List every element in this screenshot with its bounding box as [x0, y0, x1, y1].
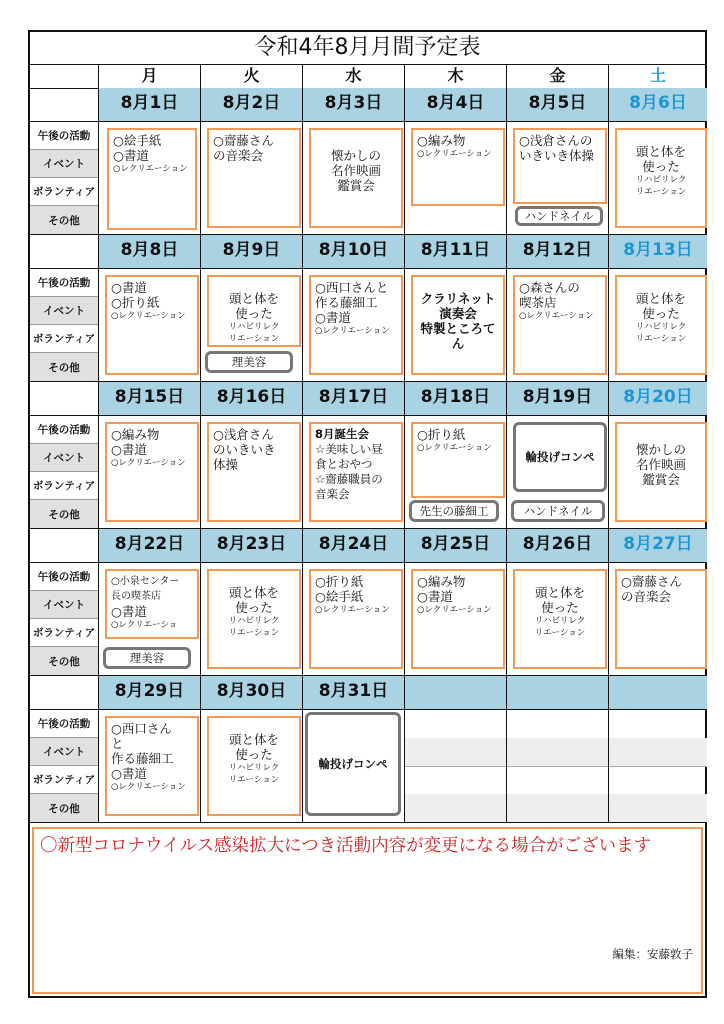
activity-line: ○折り紙 [417, 427, 466, 442]
row-label: その他 [30, 206, 98, 234]
date-row [30, 235, 705, 269]
rehab-note: リハビリレク [228, 616, 280, 626]
day-column [302, 563, 404, 675]
day-column [506, 416, 608, 528]
activity-line: 使った [235, 747, 273, 762]
week-body [30, 269, 705, 382]
row-label: ボランティア [30, 472, 98, 500]
day-column [200, 710, 302, 822]
row-label: ボランティア [30, 766, 98, 794]
activity-box [207, 275, 301, 347]
day-column [404, 122, 506, 234]
date-cell: 8月13日 [608, 235, 707, 268]
activity-line: ○編み物 [417, 133, 466, 148]
shaded-band [507, 794, 608, 822]
activity-line: ○浅倉さんの [519, 133, 593, 148]
date-cell [506, 676, 608, 709]
weekday-header [30, 64, 705, 89]
activity-box [615, 422, 707, 522]
activity-line: ○書道 [111, 766, 147, 781]
activity-line: ○齋藤さん [621, 574, 682, 589]
activity-line: 食とおやつ [315, 457, 373, 471]
date-cell: 8月27日 [608, 529, 707, 562]
row-label: 午後の活動 [30, 563, 98, 591]
activity-line: 頭と体を [228, 732, 279, 747]
date-cell: 8月22日 [98, 529, 200, 562]
activity-line: 作る藤細工 [111, 751, 174, 766]
activity-line: と [111, 736, 124, 751]
activity-box [207, 569, 301, 669]
extra-event-badge: 先生の藤細工 [409, 500, 499, 522]
activity-box [411, 128, 505, 206]
day-column [98, 710, 200, 822]
day-column [506, 563, 608, 675]
day-column [98, 563, 200, 675]
activity-box [309, 128, 403, 228]
weekday-tue: 火 [200, 64, 302, 88]
date-cell: 8月19日 [506, 382, 608, 415]
activity-box [207, 716, 301, 816]
date-row-spacer [30, 676, 98, 709]
activity-line: 使った [642, 306, 680, 321]
activity-line: 演奏会 [439, 306, 477, 321]
activity-line: ○書道 [315, 310, 351, 325]
editor-credit: 編集：安藤敦子 [612, 947, 693, 961]
activity-box [107, 128, 197, 230]
weekday-mon: 月 [98, 64, 200, 88]
grid-line [405, 766, 506, 767]
activity-box [411, 569, 505, 669]
rehab-note: リハビリレク [228, 763, 280, 773]
row-label: ボランティア [30, 619, 98, 647]
recreation-note: ○レクリエーション [111, 458, 186, 468]
extra-event-badge: ハンドネイル [515, 206, 603, 226]
day-column [302, 122, 404, 234]
activity-line: ○西口さん [111, 721, 172, 736]
activity-line: ○書道 [417, 589, 453, 604]
date-cell: 8月3日 [302, 88, 404, 121]
recreation-note: ○レクリエーション [417, 605, 492, 615]
activity-box [309, 569, 403, 669]
activity-line: 名作映画 [635, 457, 686, 472]
activity-line: 作る藤細工 [315, 295, 378, 310]
date-cell: 8月29日 [98, 676, 200, 709]
activity-box [105, 569, 199, 639]
activity-line: ○編み物 [417, 574, 466, 589]
activity-box [513, 569, 607, 669]
weekday-wed: 水 [302, 64, 404, 88]
day-column [404, 563, 506, 675]
row-label: イベント [30, 150, 98, 178]
activity-line: ○書道 [111, 280, 147, 295]
rehab-note: リハビリレク [534, 616, 586, 626]
row-labels [30, 416, 98, 528]
row-label: 午後の活動 [30, 416, 98, 444]
activity-line: ○浅倉さん [213, 427, 274, 442]
day-column [302, 710, 404, 822]
activity-line: 喫茶店 [519, 295, 557, 310]
activity-line: 頭と体を [534, 585, 585, 600]
activity-box [309, 275, 403, 375]
activity-box [305, 712, 401, 816]
day-column [404, 710, 506, 822]
row-label: ボランティア [30, 178, 98, 206]
day-column [404, 269, 506, 381]
date-cell: 8月6日 [608, 88, 707, 121]
activity-line: ○書道 [111, 604, 147, 619]
recreation-note: ○レクリエーション [519, 311, 594, 321]
activity-line: ○小泉センター [111, 576, 180, 587]
day-column [302, 269, 404, 381]
page-title: 令和4年8月月間予定表 [30, 32, 705, 65]
row-label: その他 [30, 647, 98, 675]
rehab-note: リハビリレク [228, 322, 280, 332]
rehab-note: リエーション [635, 187, 687, 197]
date-cell: 8月26日 [506, 529, 608, 562]
day-column [98, 122, 200, 234]
grid-line [609, 766, 707, 767]
activity-line: 輪投げコンペ [318, 757, 388, 771]
date-row-spacer [30, 88, 98, 121]
row-label: その他 [30, 353, 98, 381]
rehab-note: リエーション [635, 334, 687, 344]
recreation-note: ○レクリエーション [111, 311, 186, 321]
activity-line: 懐かしの [330, 148, 381, 163]
activity-line: 輪投げコンペ [525, 450, 595, 464]
activity-line: ○編み物 [111, 427, 160, 442]
activity-line: 8月誕生会 [315, 427, 370, 441]
activity-box [513, 422, 607, 492]
weekday-thu: 木 [404, 64, 506, 88]
activity-box [411, 422, 505, 498]
activity-line: ○折り紙 [315, 574, 364, 589]
day-column [404, 416, 506, 528]
activity-box [207, 422, 301, 522]
date-row [30, 676, 705, 710]
weekday-sat: 土 [608, 64, 707, 88]
activity-box [615, 569, 707, 669]
date-cell: 8月24日 [302, 529, 404, 562]
date-cell: 8月4日 [404, 88, 506, 121]
rehab-note: リハビリレク [635, 322, 687, 332]
row-label: その他 [30, 794, 98, 822]
date-cell: 8月9日 [200, 235, 302, 268]
activity-line: クラリネット [420, 291, 496, 306]
day-column [200, 563, 302, 675]
row-label: イベント [30, 591, 98, 619]
day-column [200, 269, 302, 381]
activity-line: ○齋藤さん [213, 133, 274, 148]
date-cell: 8月12日 [506, 235, 608, 268]
activity-line: ○書道 [113, 148, 149, 163]
activity-line: ☆齋藤職員の [315, 472, 383, 486]
activity-line: ○西口さんと [315, 280, 389, 295]
activity-box [105, 422, 199, 522]
activity-line: ○折り紙 [111, 295, 160, 310]
activity-line: いきいき体操 [519, 148, 595, 163]
day-column [200, 416, 302, 528]
day-column [506, 710, 608, 822]
date-cell: 8月16日 [200, 382, 302, 415]
date-cell [404, 676, 506, 709]
day-column [98, 416, 200, 528]
extra-event-badge: ハンドネイル [511, 500, 605, 522]
shaded-band [609, 794, 707, 822]
row-label: その他 [30, 500, 98, 528]
activity-line: 長の喫茶店 [111, 591, 161, 602]
date-cell: 8月18日 [404, 382, 506, 415]
date-cell: 8月15日 [98, 382, 200, 415]
notice-box [32, 827, 703, 994]
day-column [98, 269, 200, 381]
activity-line: の音楽会 [213, 148, 264, 163]
row-labels [30, 122, 98, 234]
row-label: 午後の活動 [30, 269, 98, 297]
activity-line: 懐かしの [635, 442, 686, 457]
activity-line: 頭と体を [635, 291, 686, 306]
activity-line: 頭と体を [635, 144, 686, 159]
date-cell: 8月5日 [506, 88, 608, 121]
date-row [30, 382, 705, 416]
date-cell: 8月20日 [608, 382, 707, 415]
date-cell [608, 676, 707, 709]
activity-box [615, 275, 707, 375]
extra-event-badge: 理美容 [205, 351, 293, 373]
activity-line: 頭と体を [228, 585, 279, 600]
row-label: ボランティア [30, 325, 98, 353]
activity-box [411, 275, 505, 375]
activity-line: 鑑賞会 [642, 472, 680, 487]
shaded-band [405, 738, 506, 766]
activity-line: 特製ところて [420, 321, 496, 336]
activity-line: 音楽会 [315, 487, 350, 501]
date-row [30, 88, 705, 122]
day-column [200, 122, 302, 234]
activity-line: ☆美味しい昼 [315, 442, 383, 456]
activity-line: のいきいき [213, 442, 276, 457]
rehab-note: リハビリレク [635, 175, 687, 185]
weekday-fri: 金 [506, 64, 608, 88]
row-label: イベント [30, 297, 98, 325]
activity-box [105, 716, 199, 816]
activity-line: 名作映画 [330, 163, 381, 178]
activity-box [105, 275, 199, 375]
date-cell: 8月1日 [98, 88, 200, 121]
row-labels [30, 710, 98, 822]
row-label: イベント [30, 738, 98, 766]
shaded-band [405, 794, 506, 822]
date-row [30, 529, 705, 563]
activity-box [207, 128, 301, 228]
row-labels [30, 563, 98, 675]
date-cell: 8月2日 [200, 88, 302, 121]
row-label: 午後の活動 [30, 122, 98, 150]
activity-line: ○書道 [111, 442, 147, 457]
week-body [30, 122, 705, 235]
activity-box [513, 275, 607, 375]
date-cell: 8月25日 [404, 529, 506, 562]
activity-box [513, 128, 607, 204]
activity-line: 体操 [213, 457, 239, 472]
date-row-spacer [30, 529, 98, 562]
recreation-note: ○レクリエーショ [111, 620, 178, 630]
rehab-note: リエーション [228, 334, 280, 344]
activity-line: 使った [235, 600, 273, 615]
activity-line: ○絵手紙 [113, 133, 162, 148]
rehab-note: リエーション [534, 628, 586, 638]
activity-line: ○森さんの [519, 280, 580, 295]
rehab-note: リエーション [228, 628, 280, 638]
date-row-spacer [30, 235, 98, 268]
week-body [30, 710, 705, 823]
activity-line: 使った [541, 600, 579, 615]
activity-line: 頭と体を [228, 291, 279, 306]
date-row-spacer [30, 382, 98, 415]
day-column [506, 269, 608, 381]
recreation-note: ○レクリエーション [113, 164, 188, 174]
recreation-note: ○レクリエーション [417, 149, 492, 159]
activity-line: の音楽会 [621, 589, 672, 604]
activity-line: 使った [642, 159, 680, 174]
activity-box [309, 422, 403, 522]
day-column [608, 269, 707, 381]
recreation-note: ○レクリエーション [111, 782, 186, 792]
date-cell: 8月11日 [404, 235, 506, 268]
date-cell: 8月23日 [200, 529, 302, 562]
activity-line: 鑑賞会 [337, 178, 375, 193]
recreation-note: ○レクリエーション [315, 326, 390, 336]
day-column [608, 563, 707, 675]
shaded-band [609, 738, 707, 766]
grid-line [507, 766, 608, 767]
date-cell: 8月31日 [302, 676, 404, 709]
date-cell: 8月8日 [98, 235, 200, 268]
date-cell: 8月30日 [200, 676, 302, 709]
day-column [608, 710, 707, 822]
week-body [30, 416, 705, 529]
extra-event-badge: 理美容 [103, 647, 191, 669]
row-label: 午後の活動 [30, 710, 98, 738]
notice-text: 〇新型コロナウイルス感染拡大につき活動内容が変更になる場合がございます [40, 836, 652, 856]
recreation-note: ○レクリエーション [315, 605, 390, 615]
day-column [608, 416, 707, 528]
day-column [302, 416, 404, 528]
day-column [608, 122, 707, 234]
activity-line: ん [451, 336, 465, 351]
date-cell: 8月10日 [302, 235, 404, 268]
row-labels [30, 269, 98, 381]
activity-line: 使った [235, 306, 273, 321]
week-body [30, 563, 705, 676]
date-cell: 8月17日 [302, 382, 404, 415]
activity-box [615, 128, 707, 228]
rehab-note: リエーション [228, 775, 280, 785]
activity-line: ○絵手紙 [315, 589, 364, 604]
calendar-sheet [28, 30, 707, 998]
recreation-note: ○レクリエーション [417, 443, 492, 453]
shaded-band [507, 738, 608, 766]
day-column [506, 122, 608, 234]
row-label: イベント [30, 444, 98, 472]
